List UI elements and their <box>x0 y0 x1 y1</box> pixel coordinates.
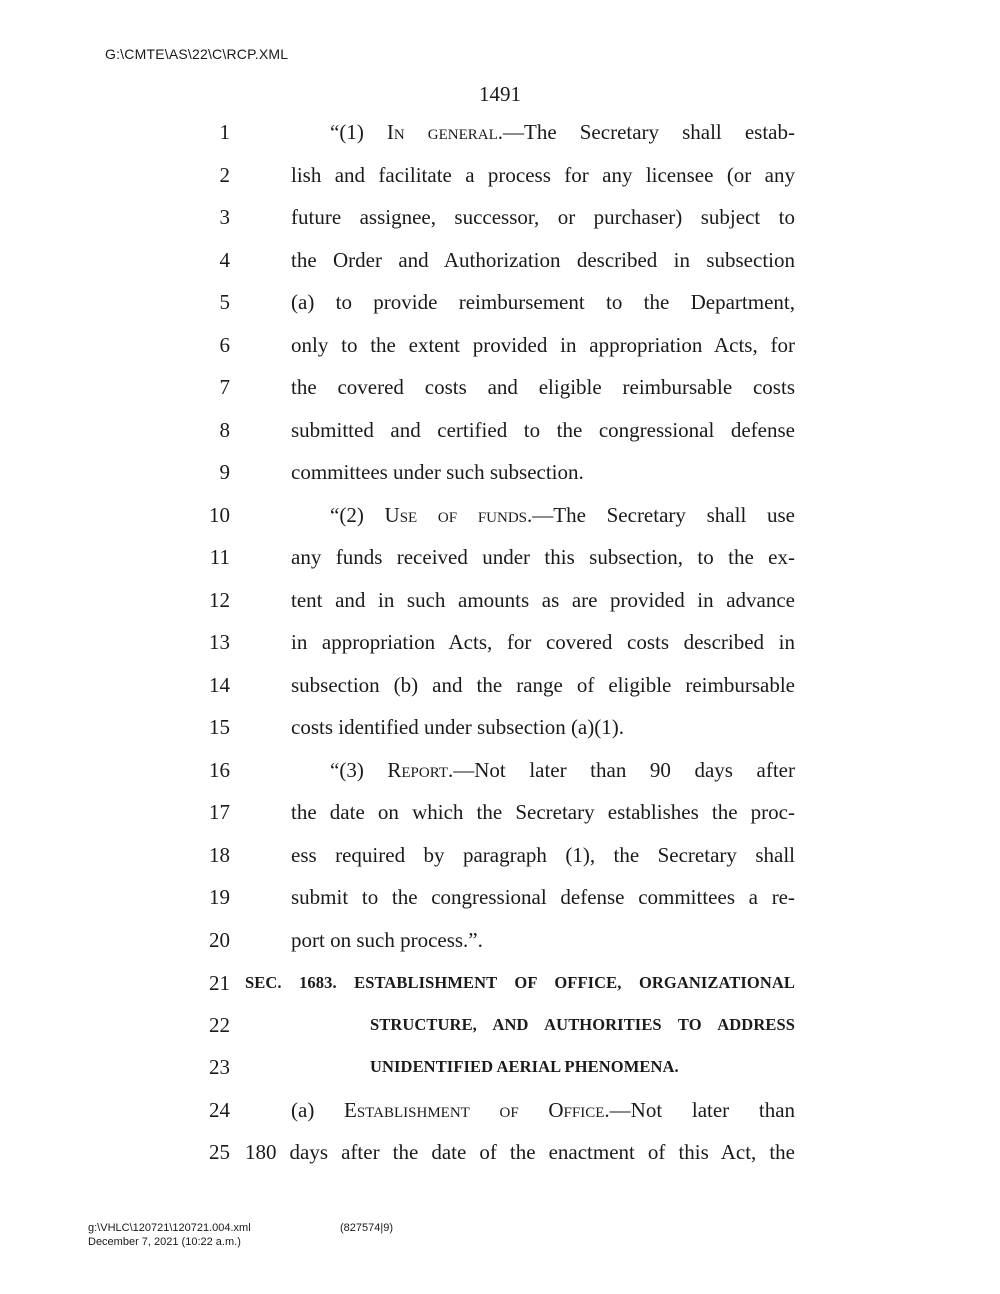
line-text: the date on which the Secretary establishes the proc- <box>291 800 795 824</box>
line-number: 6 <box>219 333 230 357</box>
text-line <box>0 372 1000 402</box>
text-line <box>0 457 1000 487</box>
paragraph-heading-line: “(1) In general.—The Secretary shall estab- <box>330 120 795 144</box>
line-number: 5 <box>219 290 230 314</box>
line-text: ess required by paragraph (1), the Secretary shall <box>291 843 795 867</box>
text-line <box>0 755 1000 785</box>
footer-date: December 7, 2021 (10:22 a.m.) <box>88 1236 241 1248</box>
paragraph-heading: In general <box>386 120 498 144</box>
line-text: submitted and certified to the congressional defense <box>291 418 795 442</box>
line-number: 8 <box>219 418 230 442</box>
section-heading-line <box>0 968 1000 998</box>
paragraph-heading-line: “(3) Report.—Not later than 90 days after <box>330 758 795 782</box>
line-number: 20 <box>209 928 230 952</box>
line-text: lish and facilitate a process for any licensee (or any <box>291 163 795 187</box>
footer-file-path: g:\VHLC\120721\120721.004.xml <box>88 1222 251 1234</box>
line-text: the Order and Authorization described in subsection <box>291 248 795 272</box>
text-line <box>0 245 1000 275</box>
paragraph-heading-line: “(2) Use of funds.—The Secretary shall use <box>330 503 795 527</box>
line-number: 23 <box>209 1055 230 1079</box>
line-number: 4 <box>219 248 230 272</box>
line-text: future assignee, successor, or purchaser) subject to <box>291 205 795 229</box>
line-text: costs identified under subsection (a)(1). <box>291 715 624 739</box>
line-number: 1 <box>219 120 230 144</box>
line-number: 25 <box>209 1140 230 1164</box>
text-line <box>0 670 1000 700</box>
line-number: 21 <box>209 971 230 995</box>
file-path-header: G:\CMTE\AS\22\C\RCP.XML <box>105 46 289 62</box>
line-text: submit to the congressional defense committees a re- <box>291 885 795 909</box>
line-number: 17 <box>209 800 230 824</box>
text-line <box>0 330 1000 360</box>
line-text: 180 days after the date of the enactment of this Act, the <box>245 1140 795 1164</box>
line-number: 12 <box>209 588 230 612</box>
line-number: 19 <box>209 885 230 909</box>
footer-code: (827574|9) <box>340 1222 394 1234</box>
line-text: any funds received under this subsection, to the ex- <box>291 545 795 569</box>
section-heading-line <box>0 1010 1000 1040</box>
text-line <box>0 500 1000 530</box>
text-line <box>0 415 1000 445</box>
line-number: 9 <box>219 460 230 484</box>
line-text: committees under such subsection. <box>291 460 584 484</box>
line-number: 7 <box>219 375 230 399</box>
section-heading: STRUCTURE, AND AUTHORITIES TO ADDRESS <box>370 1015 795 1034</box>
page-number: 1491 <box>479 82 521 106</box>
paragraph-heading-line: (a) Establishment of Office.—Not later than <box>291 1098 796 1122</box>
line-text: only to the extent provided in appropriation Acts, for <box>291 333 795 357</box>
line-number: 18 <box>209 843 230 867</box>
line-text: subsection (b) and the range of eligible reimbursable <box>291 673 795 697</box>
text-line <box>0 925 1000 955</box>
line-text: the covered costs and eligible reimbursable costs <box>291 375 795 399</box>
line-number: 14 <box>209 673 230 697</box>
text-line <box>0 882 1000 912</box>
line-number: 16 <box>209 758 230 782</box>
text-line <box>0 160 1000 190</box>
text-line <box>0 712 1000 742</box>
line-text: (a) to provide reimbursement to the Department, <box>291 290 795 314</box>
section-heading: SEC. 1683. ESTABLISHMENT OF OFFICE, ORGANIZATIONAL <box>245 973 795 992</box>
section-heading: UNIDENTIFIED AERIAL PHENOMENA. <box>370 1057 679 1076</box>
text-line <box>0 1095 1000 1125</box>
paragraph-heading: Use of funds <box>384 503 527 527</box>
text-line <box>0 585 1000 615</box>
line-text: in appropriation Acts, for covered costs described in <box>291 630 795 654</box>
text-line <box>0 627 1000 657</box>
line-number: 10 <box>209 503 230 527</box>
paragraph-heading: Establishment of Office <box>344 1098 605 1122</box>
text-line <box>0 542 1000 572</box>
text-line <box>0 1137 1000 1167</box>
line-number: 22 <box>209 1013 230 1037</box>
footer <box>88 1222 393 1235</box>
line-number: 3 <box>219 205 230 229</box>
text-line <box>0 840 1000 870</box>
paragraph-heading: Report <box>387 758 448 782</box>
line-number: 2 <box>219 163 230 187</box>
text-line <box>0 117 1000 147</box>
text-line <box>0 797 1000 827</box>
line-number: 13 <box>209 630 230 654</box>
line-number: 15 <box>209 715 230 739</box>
text-line <box>0 202 1000 232</box>
section-heading-line <box>0 1052 1000 1082</box>
text-line <box>0 287 1000 317</box>
line-text: tent and in such amounts as are provided in advance <box>291 588 795 612</box>
line-number: 24 <box>209 1098 230 1122</box>
line-number: 11 <box>209 545 230 569</box>
line-text: port on such process.”. <box>291 928 483 952</box>
